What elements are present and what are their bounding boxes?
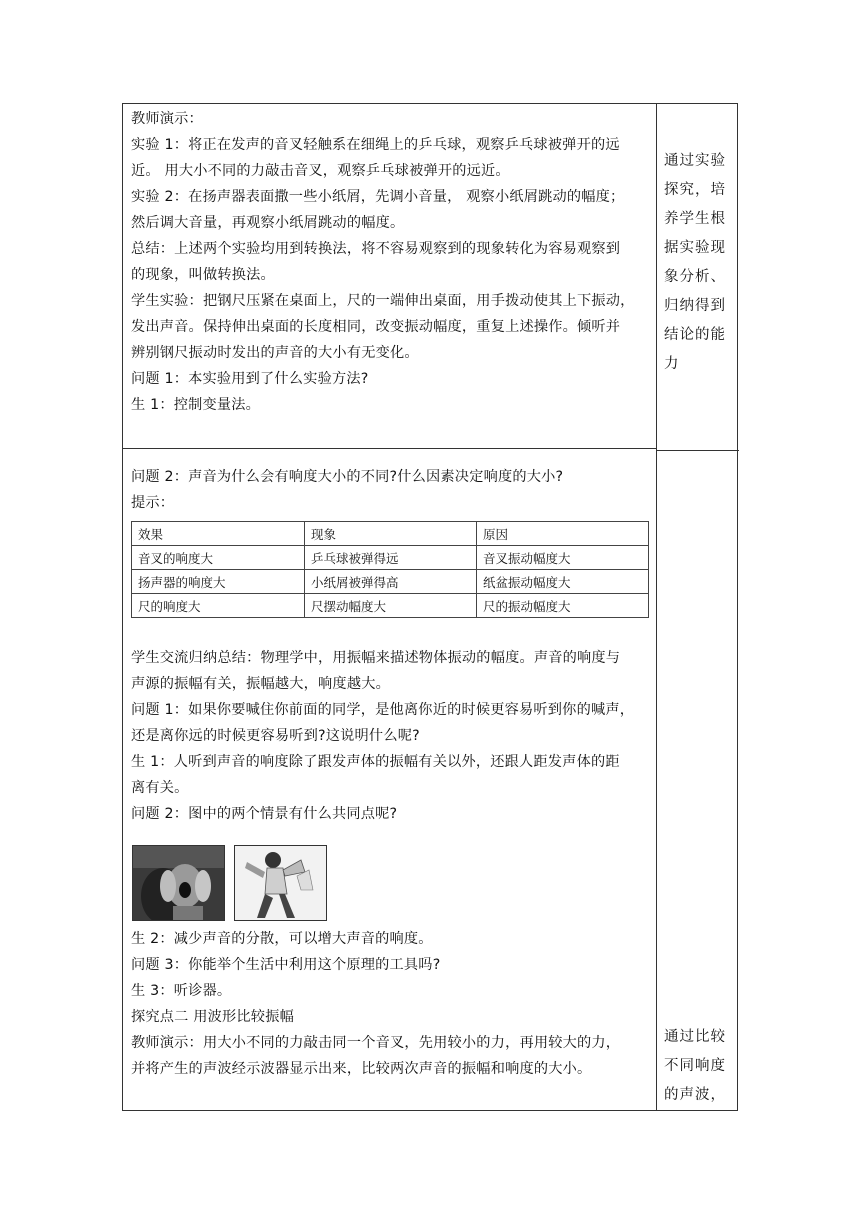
note-line: 的声波， (664, 1087, 726, 1103)
note-line: 通过比较 (664, 1029, 726, 1045)
table-row (132, 594, 649, 618)
text-line: 问题 3：你能举个生活中利用这个原理的工具吗? (131, 957, 441, 973)
text-line: 近。 用大小不同的力敲击音叉，观察乒乓球被弹开的远近。 (131, 163, 510, 179)
megaphone-person-photo (234, 845, 327, 921)
text-line: 探究点二 用波形比较振幅 (131, 1009, 294, 1025)
text-line: 问题 2：图中的两个情景有什么共同点呢? (131, 806, 398, 822)
table-header-cell: 效果 (132, 522, 305, 546)
text-line: 离有关。 (131, 780, 189, 796)
note-line: 养学生根 (664, 211, 726, 227)
table-cell: 尺的响度大 (132, 594, 305, 618)
text-line: 实验 1：将正在发声的音叉轻触系在细绳上的乒乓球，观察乒乓球被弹开的远 (131, 137, 620, 153)
table-cell: 乒乓球被弹得远 (305, 546, 477, 570)
note-line: 通过实验 (664, 153, 726, 169)
exploration-block (131, 926, 651, 1082)
text-line: 问题 2：声音为什么会有响度大小的不同?什么因素决定响度的大小? (131, 469, 564, 485)
table-header-row (132, 522, 649, 546)
text-line: 教师演示：用大小不同的力敲击同一个音叉，先用较小的力，再用较大的力， (131, 1035, 621, 1051)
question-hint-block (131, 464, 651, 516)
text-line: 发出声音。保持伸出桌面的长度相同，改变振动幅度，重复上述操作。倾听并 (131, 319, 621, 335)
table-cell: 小纸屑被弹得高 (305, 570, 477, 594)
text-line: 学生实验：把钢尺压紧在桌面上，尺的一端伸出桌面，用手拨动使其上下振动， (131, 293, 635, 309)
text-line: 问题 1：本实验用到了什么实验方法? (131, 371, 369, 387)
note-line: 探究，培 (664, 182, 726, 198)
summary-block (131, 645, 651, 827)
note-line: 力 (664, 356, 680, 372)
table-cell: 尺的振动幅度大 (477, 594, 649, 618)
shouting-person-photo (132, 845, 225, 921)
text-line: 学生交流归纳总结：物理学中，用振幅来描述物体振动的幅度。声音的响度与 (131, 650, 621, 666)
table-cell: 音叉的响度大 (132, 546, 305, 570)
note-line: 结论的能 (664, 327, 726, 343)
design-intent-note-2 (664, 1023, 734, 1110)
column-divider (656, 104, 657, 1110)
text-line: 生 3：听诊器。 (131, 983, 232, 999)
note-line: 归纳得到 (664, 298, 726, 314)
teacher-demo-block (131, 106, 651, 418)
row-divider-left (123, 448, 657, 449)
note-line: 象分析、 (664, 269, 726, 285)
design-intent-note-1 (664, 147, 734, 379)
text-line: 提示： (131, 495, 175, 511)
table-cell: 纸盆振动幅度大 (477, 570, 649, 594)
table-cell: 扬声器的响度大 (132, 570, 305, 594)
lesson-table (122, 103, 738, 1111)
table-cell: 音叉振动幅度大 (477, 546, 649, 570)
text-line: 并将产生的声波经示波器显示出来，比较两次声音的振幅和响度的大小。 (131, 1061, 592, 1077)
note-line: 据实验现 (664, 240, 726, 256)
table-cell: 尺摆动幅度大 (305, 594, 477, 618)
row-divider-right (656, 450, 739, 451)
text-line: 教师演示： (131, 111, 203, 127)
text-line: 生 2：减少声音的分散，可以增大声音的响度。 (131, 931, 433, 947)
text-line: 的现象，叫做转换法。 (131, 267, 275, 283)
text-line: 生 1：控制变量法。 (131, 397, 261, 413)
text-line: 声源的振幅有关，振幅越大，响度越大。 (131, 676, 390, 692)
hint-table (131, 521, 649, 618)
table-header-cell: 原因 (477, 522, 649, 546)
text-line: 还是离你远的时候更容易听到?这说明什么呢? (131, 728, 420, 744)
text-line: 生 1：人听到声音的响度除了跟发声体的振幅有关以外，还跟人距发声体的距 (131, 754, 620, 770)
text-line: 然后调大音量，再观察小纸屑跳动的幅度。 (131, 215, 405, 231)
table-header-cell: 现象 (305, 522, 477, 546)
text-line: 问题 1：如果你要喊住你前面的同学，是他离你近的时候更容易听到你的喊声， (131, 702, 635, 718)
table-row (132, 546, 649, 570)
text-line: 总结：上述两个实验均用到转换法，将不容易观察到的现象转化为容易观察到 (131, 241, 621, 257)
text-line: 实验 2：在扬声器表面撒一些小纸屑，先调小音量， 观察小纸屑跳动的幅度； (131, 189, 625, 205)
text-line: 辨别钢尺振动时发出的声音的大小有无变化。 (131, 345, 419, 361)
table-row (132, 570, 649, 594)
note-line: 不同响度 (664, 1058, 726, 1074)
shouting-person-illustration (133, 846, 225, 921)
megaphone-person-illustration (235, 846, 327, 921)
